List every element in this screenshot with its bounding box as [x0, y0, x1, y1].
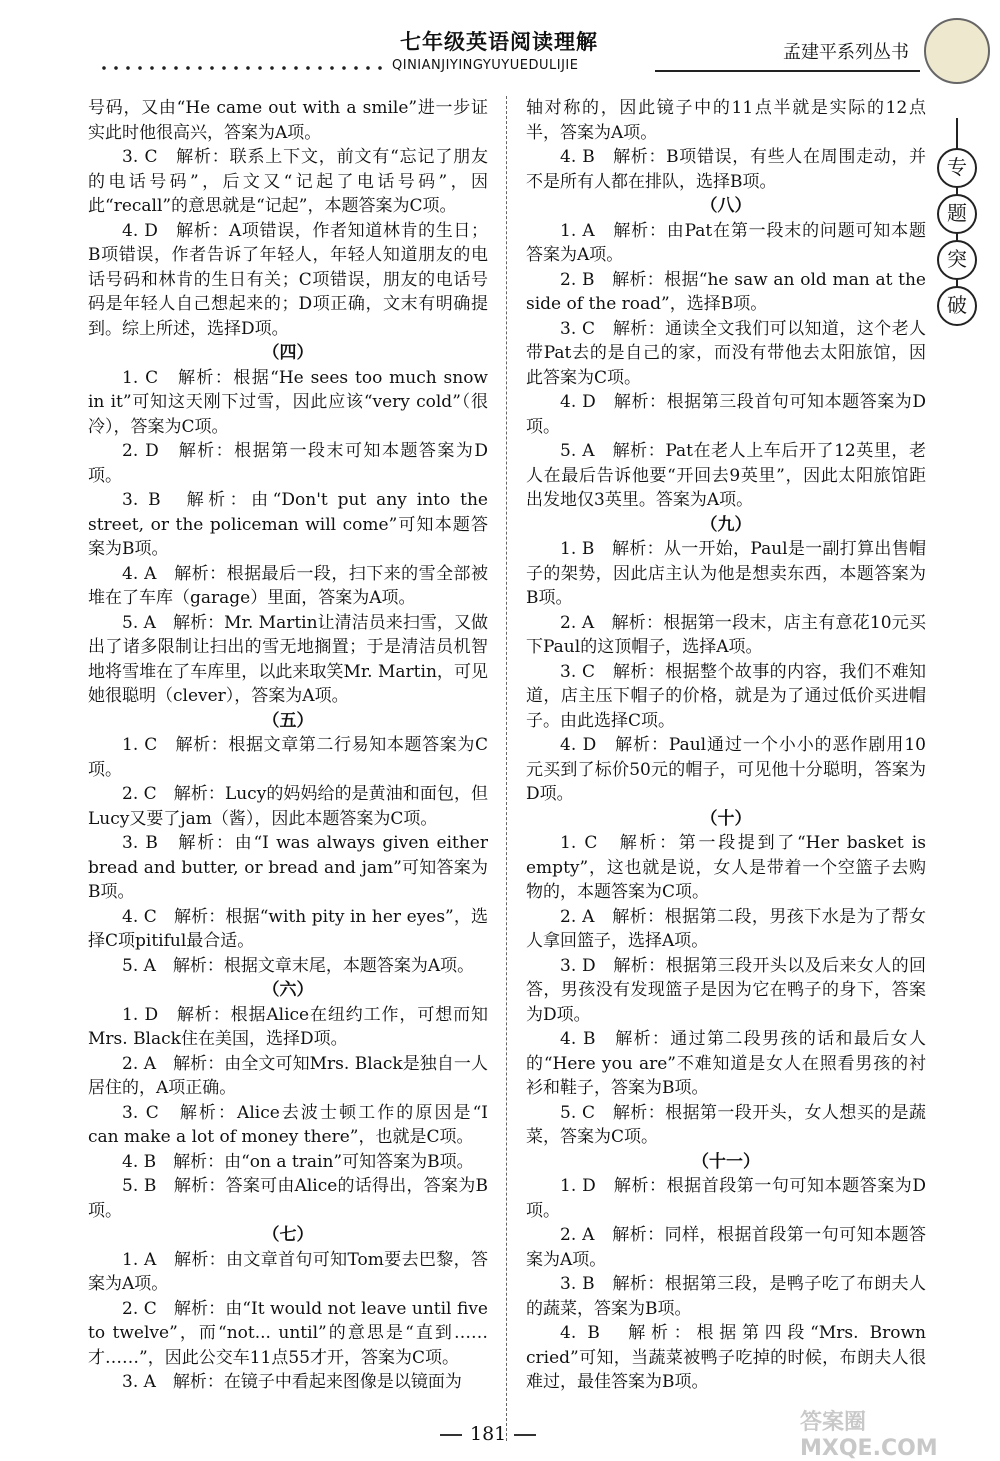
answer-paragraph: 3. C 解析：根据整个故事的内容，我们不难知道，店主压下帽子的价格，就是为了通过低价买进帽子。由此选择C项。	[526, 661, 926, 731]
answer-paragraph: 1. D 解析：根据首段第一句可知本题答案为D项。	[526, 1176, 926, 1221]
section-heading: （四）	[262, 343, 314, 363]
answer-paragraph: 2. A 解析：由全文可知Mrs. Black是独自一人居住的，A项正确。	[88, 1053, 488, 1098]
answer-paragraph: 4. D 解析：根据第三段首句可知本题答案为D项。	[526, 392, 926, 437]
section-heading: （十一）	[692, 1151, 760, 1172]
answer-paragraph: 4. B 解析：通过第二段男孩的话和最后女人的“Here you are”不难知道是女人在照看男孩的衬衫和鞋子，答案为B项。	[526, 1029, 926, 1098]
answer-paragraph: 3. B 解析：由“I was always given either bread and butter, or bread and jam”可知答案为B项。	[88, 833, 488, 902]
section-heading: （五）	[262, 710, 314, 731]
left-column	[88, 96, 488, 1395]
answer-paragraph: 1. C 解析：根据“He sees too much snow in it”可知这天刚下过雪，因此应该“very cold”（很冷），答案为C项。	[88, 367, 488, 437]
answer-paragraph: 1. C 解析：第一段提到了“Her basket is empty”，这也就是说，女人是带着一个空篮子去购物的，本题答案为C项。	[526, 833, 926, 902]
answer-paragraph: 5. A 解析：根据文章末尾，本题答案为A项。	[122, 955, 475, 976]
column-divider	[506, 96, 507, 1441]
section-heading: （九）	[700, 514, 752, 535]
answer-paragraph: 5. A 解析：Mr. Martin让清洁员来扫雪，又做出了诸多限制让扫出的雪无地搁置；于是清洁员机智地将雪堆在了车库里，以此来取笑Mr. Martin，可见她很聪明（clever），答案为A项。	[88, 612, 488, 706]
header-pinyin: QINIANJIYINGYUYUEDULIJIE	[392, 58, 579, 73]
page-number-dash-left	[440, 1434, 462, 1436]
answer-paragraph: 2. D 解析：根据第一段末可知本题答案为D项。	[88, 441, 488, 486]
answer-paragraph: 1. B 解析：从一开始，Paul是一副打算出售帽子的架势，因此店主认为他是想卖东西，本题答案为B项。	[526, 539, 926, 608]
page-number-dash-right	[514, 1434, 536, 1436]
answer-paragraph: 5. B 解析：答案可由Alice的话得出，答案为B项。	[88, 1176, 488, 1221]
answer-paragraph: 4. B 解析：根据第四段“Mrs. Brown cried”可知，当蔬菜被鸭子吃掉的时候，布朗夫人很难过，最佳答案为B项。	[526, 1323, 926, 1392]
answer-paragraph: 3. B 解析：根据第三段，是鸭子吃了布朗夫人的蔬菜，答案为B项。	[526, 1274, 926, 1319]
answer-paragraph: 3. C 解析：通读全文我们可以知道，这个老人带Pat去的是自己的家，而没有带他去太阳旅馆，因此答案为C项。	[526, 318, 926, 388]
answer-paragraph: 1. A 解析：由Pat在第一段末的问题可知本题答案为A项。	[526, 220, 926, 265]
answer-paragraph: 4. A 解析：根据最后一段，扫下来的雪全部被堆在了车库（garage）里面，答案为A项。	[88, 563, 488, 608]
header-title: 七年级英语阅读理解	[400, 29, 598, 54]
answer-paragraph: 3. D 解析：根据第三段开头以及后来女人的回答，男孩没有发现篮子是因为它在鸭子的身下，答案为D项。	[526, 955, 926, 1025]
answer-paragraph: 2. B 解析：根据“he saw an old man at the side of the road”，选择B项。	[526, 269, 926, 314]
header-series: 孟建平系列丛书	[783, 42, 909, 63]
answer-paragraph: 2. A 解析：根据第二段，男孩下水是为了帮女人拿回篮子，选择A项。	[526, 906, 926, 951]
section-heading: （十）	[700, 808, 752, 829]
section-heading: （七）	[262, 1225, 314, 1245]
watermark: 答案圈 MXQE.COM	[800, 1410, 938, 1461]
answer-paragraph: 号码，又由“He came out with a smile”进一步证实此时他很高兴，答案为A项。	[88, 98, 488, 143]
section-heading: （六）	[262, 980, 314, 1000]
side-tab-1: 专	[937, 148, 977, 188]
answer-paragraph: 2. C 解析：由“It would not leave until five to twelve”，而“not... until”的意思是“直到……才……”，因此公交车11点55才开，答案为C项。	[88, 1298, 488, 1368]
answer-paragraph: 2. A 解析：同样，根据首段第一句可知本题答案为A项。	[526, 1225, 926, 1270]
answer-paragraph: 2. C 解析：Lucy的妈妈给的是黄油和面包，但Lucy又要了jam（酱），因此本题答案为C项。	[88, 784, 488, 829]
answer-paragraph: 1. D 解析：根据Alice在纽约工作，可想而知Mrs. Black住在美国，选择D项。	[88, 1004, 488, 1049]
side-tab-3: 突	[937, 240, 977, 280]
answer-paragraph: 4. D 解析：A项错误，作者知道林肯的生日；B项错误，作者告诉了年轻人，年轻人知道朋友的电话号码和林肯的生日有关；C项错误，朋友的电话号码是年轻人自己想起来的；D项正确，文末有明确提到。综上所述，选择D项。	[88, 220, 488, 339]
series-logo	[924, 18, 990, 84]
answer-paragraph: 4. C 解析：根据“with pity in her eyes”，选择C项pitiful最合适。	[88, 906, 488, 951]
side-tab-4: 破	[937, 286, 977, 326]
answer-paragraph: 5. A 解析：Pat在老人上车后开了12英里，老人在最后告诉他要“开回去9英里”，因此太阳旅馆距出发地仅3英里。答案为A项。	[526, 441, 926, 510]
answer-paragraph: 3. A 解析：在镜子中看起来图像是以镜面为	[122, 1372, 462, 1392]
answer-paragraph: 1. C 解析：根据文章第二行易知本题答案为C项。	[88, 735, 488, 780]
section-heading: （八）	[700, 196, 752, 216]
answer-paragraph: 3. C 解析：联系上下文，前文有“忘记了朋友的电话号码”，后文又“记起了电话号码”，因此“recall”的意思就是“记起”，本题答案为C项。	[88, 147, 488, 216]
side-tab-2: 题	[937, 194, 977, 234]
answer-paragraph: 3. B 解析：由“Don't put any into the street, or the policeman will come”可知本题答案为B项。	[88, 490, 488, 559]
answer-paragraph: 4. D 解析：Paul通过一个小小的恶作剧用10元买到了标价50元的帽子，可见他十分聪明，答案为D项。	[526, 735, 926, 804]
answer-paragraph: 2. A 解析：根据第一段末，店主有意花10元买下Paul的这顶帽子，选择A项。	[526, 612, 926, 657]
answer-paragraph: 1. A 解析：由文章首句可知Tom要去巴黎，答案为A项。	[88, 1249, 488, 1294]
answer-paragraph: 3. C 解析：Alice去波士顿工作的原因是“I can make a lot of money there”，也就是C项。	[88, 1102, 488, 1147]
page-number: 181	[470, 1423, 507, 1445]
answer-paragraph: 4. B 解析：B项错误，有些人在周围走动，并不是所有人都在排队，选择B项。	[526, 147, 926, 192]
answer-paragraph: 4. B 解析：由“on a train”可知答案为B项。	[122, 1151, 474, 1172]
answer-paragraph: 轴对称的，因此镜子中的11点半就是实际的12点半，答案为A项。	[526, 98, 926, 143]
header-rule	[655, 70, 920, 72]
header-dots	[98, 64, 388, 72]
right-column	[526, 96, 926, 1395]
answer-paragraph: 5. C 解析：根据第一段开头，女人想买的是蔬菜，答案为C项。	[526, 1102, 926, 1147]
